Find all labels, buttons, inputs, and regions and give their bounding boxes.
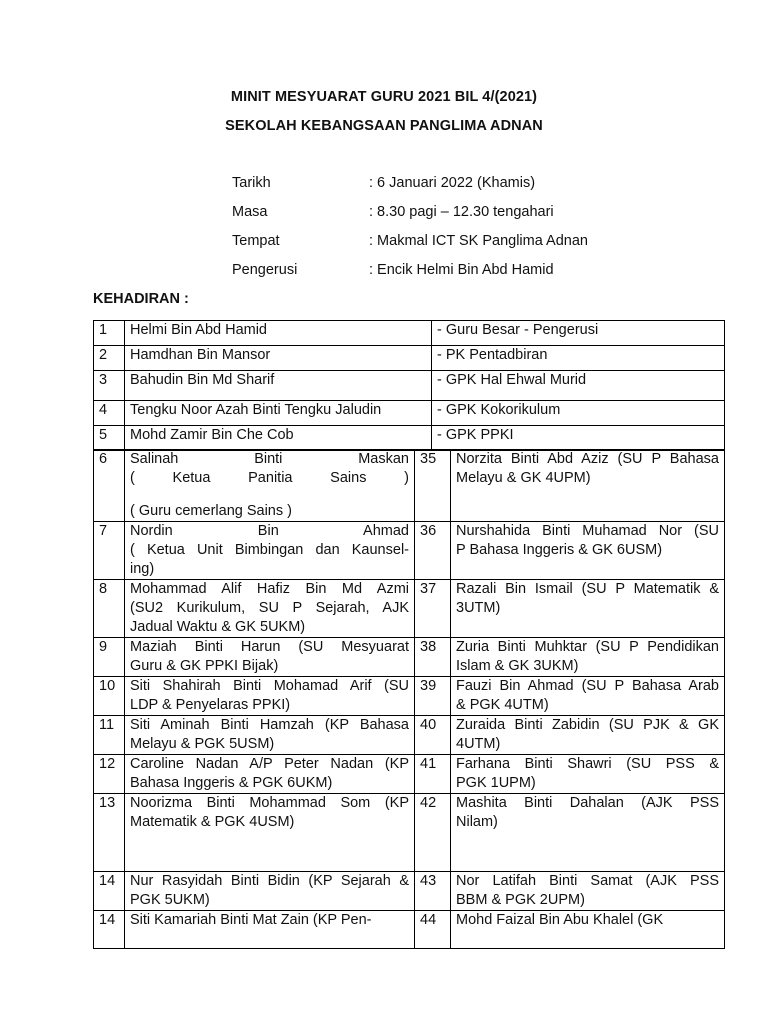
teacher-entry-line: Nordin Bin Ahmad — [130, 523, 409, 539]
member-name: Hamdhan Bin Mansor — [125, 346, 432, 371]
row-number: 6 — [94, 450, 125, 522]
teacher-entry — [125, 911, 415, 949]
teacher-entry-line: Farhana Binti Shawri (SU PSS & — [456, 756, 719, 772]
teacher-entry — [451, 872, 725, 911]
teacher-entry-line: PGK 5UKM) — [130, 892, 210, 908]
teacher-entry-line: 3UTM) — [456, 600, 501, 616]
teacher-entry-line — [130, 488, 409, 502]
teacher-entry — [125, 755, 415, 794]
teacher-entry — [451, 638, 725, 677]
teacher-entry-line: Nurshahida Binti Muhamad Nor (SU — [456, 523, 719, 539]
teacher-entry — [125, 677, 415, 716]
member-role: - PK Pentadbiran — [432, 346, 725, 371]
teacher-entry — [125, 716, 415, 755]
teacher-entry — [451, 450, 725, 522]
teacher-entry-line: ( Guru cemerlang Sains ) — [130, 503, 292, 519]
meta-value: : 8.30 pagi – 12.30 tengahari — [369, 204, 554, 220]
teacher-row — [94, 794, 725, 872]
teacher-entry — [125, 580, 415, 638]
row-number: 42 — [415, 794, 451, 872]
meta-label: Pengerusi — [232, 262, 298, 278]
row-number: 40 — [415, 716, 451, 755]
meta-label: Tarikh — [232, 175, 271, 191]
row-number: 10 — [94, 677, 125, 716]
member-role: - GPK Hal Ehwal Murid — [432, 371, 725, 401]
row-number: 8 — [94, 580, 125, 638]
teacher-entry — [125, 638, 415, 677]
member-role: - GPK Kokorikulum — [432, 401, 725, 426]
row-number: 43 — [415, 872, 451, 911]
officer-row — [94, 426, 725, 451]
meta-value: : 6 Januari 2022 (Khamis) — [369, 175, 536, 191]
member-name: Tengku Noor Azah Binti Tengku Jaludin — [125, 401, 432, 426]
row-number: 5 — [94, 426, 125, 451]
attendance-teachers-table — [93, 449, 725, 949]
teacher-entry — [451, 755, 725, 794]
member-role: - Guru Besar - Pengerusi — [432, 321, 725, 346]
teacher-entry-line: Zuria Binti Muhktar (SU P Pendidikan — [456, 639, 719, 655]
teacher-entry-line: Matematik & PGK 4USM) — [130, 814, 295, 830]
teacher-entry-line: Siti Aminah Binti Hamzah (KP Bahasa — [130, 717, 409, 733]
teacher-entry-line: Zuraida Binti Zabidin (SU PJK & GK — [456, 717, 719, 733]
member-name: Bahudin Bin Md Sharif — [125, 371, 432, 401]
teacher-entry — [125, 872, 415, 911]
teacher-entry — [451, 911, 725, 949]
teacher-entry — [125, 450, 415, 522]
teacher-entry-line: Nur Rasyidah Binti Bidin (KP Sejarah & — [130, 873, 409, 889]
teacher-row — [94, 716, 725, 755]
row-number: 38 — [415, 638, 451, 677]
row-number: 3 — [94, 371, 125, 401]
row-number: 1 — [94, 321, 125, 346]
teacher-entry-line: Mashita Binti Dahalan (AJK PSS — [456, 795, 719, 811]
row-number: 41 — [415, 755, 451, 794]
teacher-row — [94, 911, 725, 949]
teacher-entry-line: Salinah Binti Maskan — [130, 451, 409, 467]
teacher-entry-line: Melayu & PGK 5USM) — [130, 736, 275, 752]
teacher-entry-line: Mohammad Alif Hafiz Bin Md Azmi — [130, 581, 409, 597]
teacher-entry-line: Razali Bin Ismail (SU P Matematik & — [456, 581, 719, 597]
teacher-entry-line: Nor Latifah Binti Samat (AJK PSS — [456, 873, 719, 889]
teacher-entry-line: Guru & GK PPKI Bijak) — [130, 658, 279, 674]
teacher-entry-line: ing) — [130, 561, 155, 577]
teacher-entry-line: Nilam) — [456, 814, 498, 830]
row-number: 4 — [94, 401, 125, 426]
member-name: Mohd Zamir Bin Che Cob — [125, 426, 432, 451]
teacher-row — [94, 677, 725, 716]
teacher-entry — [451, 522, 725, 580]
document-title: MINIT MESYUARAT GURU 2021 BIL 4/(2021) — [230, 89, 538, 105]
teacher-entry — [125, 522, 415, 580]
teacher-entry-line: Mohd Faizal Bin Abu Khalel (GK — [456, 912, 664, 928]
teacher-entry-line: Siti Kamariah Binti Mat Zain (KP Pen- — [130, 912, 372, 928]
teacher-entry-line: P Bahasa Inggeris & GK 6USM) — [456, 542, 663, 558]
row-number: 14 — [94, 911, 125, 949]
teacher-entry-line: Siti Shahirah Binti Mohamad Arif (SU — [130, 678, 409, 694]
row-number: 13 — [94, 794, 125, 872]
teacher-entry-line: Fauzi Bin Ahmad (SU P Bahasa Arab — [456, 678, 719, 694]
teacher-row — [94, 872, 725, 911]
member-name: Helmi Bin Abd Hamid — [125, 321, 432, 346]
teacher-row — [94, 450, 725, 522]
teacher-entry-line: BBM & PGK 2UPM) — [456, 892, 585, 908]
attendance-officers-table — [93, 320, 725, 451]
row-number: 44 — [415, 911, 451, 949]
teacher-entry-line: Noorizma Binti Mohammad Som (KP — [130, 795, 409, 811]
teacher-entry-line: Bahasa Inggeris & PGK 6UKM) — [130, 775, 333, 791]
teacher-entry-line: Jadual Waktu & GK 5UKM) — [130, 619, 306, 635]
teacher-row — [94, 580, 725, 638]
teacher-entry — [451, 677, 725, 716]
row-number: 9 — [94, 638, 125, 677]
teacher-entry-line: Melayu & GK 4UPM) — [456, 470, 591, 486]
officer-row — [94, 346, 725, 371]
meta-label: Masa — [232, 204, 268, 220]
row-number: 11 — [94, 716, 125, 755]
meta-value: : Makmal ICT SK Panglima Adnan — [369, 233, 588, 249]
officer-row — [94, 321, 725, 346]
row-number: 37 — [415, 580, 451, 638]
row-number: 12 — [94, 755, 125, 794]
row-number: 14 — [94, 872, 125, 911]
teacher-entry-line: PGK 1UPM) — [456, 775, 536, 791]
teacher-row — [94, 755, 725, 794]
teacher-entry — [451, 716, 725, 755]
row-number: 39 — [415, 677, 451, 716]
teacher-entry-line: Caroline Nadan A/P Peter Nadan (KP — [130, 756, 409, 772]
row-number: 35 — [415, 450, 451, 522]
teacher-entry-line: Islam & GK 3UKM) — [456, 658, 579, 674]
officer-row — [94, 371, 725, 401]
teacher-row — [94, 522, 725, 580]
teacher-entry-line: ( Ketua Panitia Sains ) — [130, 470, 409, 486]
member-role: - GPK PPKI — [432, 426, 725, 451]
school-name: SEKOLAH KEBANGSAAN PANGLIMA ADNAN — [225, 118, 543, 134]
teacher-entry-line: 4UTM) — [456, 736, 501, 752]
attendance-heading: KEHADIRAN : — [93, 291, 189, 307]
teacher-entry — [125, 794, 415, 872]
teacher-entry-line: Norzita Binti Abd Aziz (SU P Bahasa — [456, 451, 719, 467]
row-number: 36 — [415, 522, 451, 580]
officer-row — [94, 401, 725, 426]
teacher-entry-line: LDP & Penyelaras PPKI) — [130, 697, 291, 713]
teacher-row — [94, 638, 725, 677]
teacher-entry-line: & PGK 4UTM) — [456, 697, 549, 713]
meta-value: : Encik Helmi Bin Abd Hamid — [369, 262, 554, 278]
teacher-entry-line: (SU2 Kurikulum, SU P Sejarah, AJK — [130, 600, 409, 616]
teacher-entry-line: Maziah Binti Harun (SU Mesyuarat — [130, 639, 409, 655]
teacher-entry-line: ( Ketua Unit Bimbingan dan Kaunsel- — [130, 542, 409, 558]
teacher-entry — [451, 794, 725, 872]
teacher-entry — [451, 580, 725, 638]
meta-label: Tempat — [232, 233, 280, 249]
row-number: 2 — [94, 346, 125, 371]
row-number: 7 — [94, 522, 125, 580]
